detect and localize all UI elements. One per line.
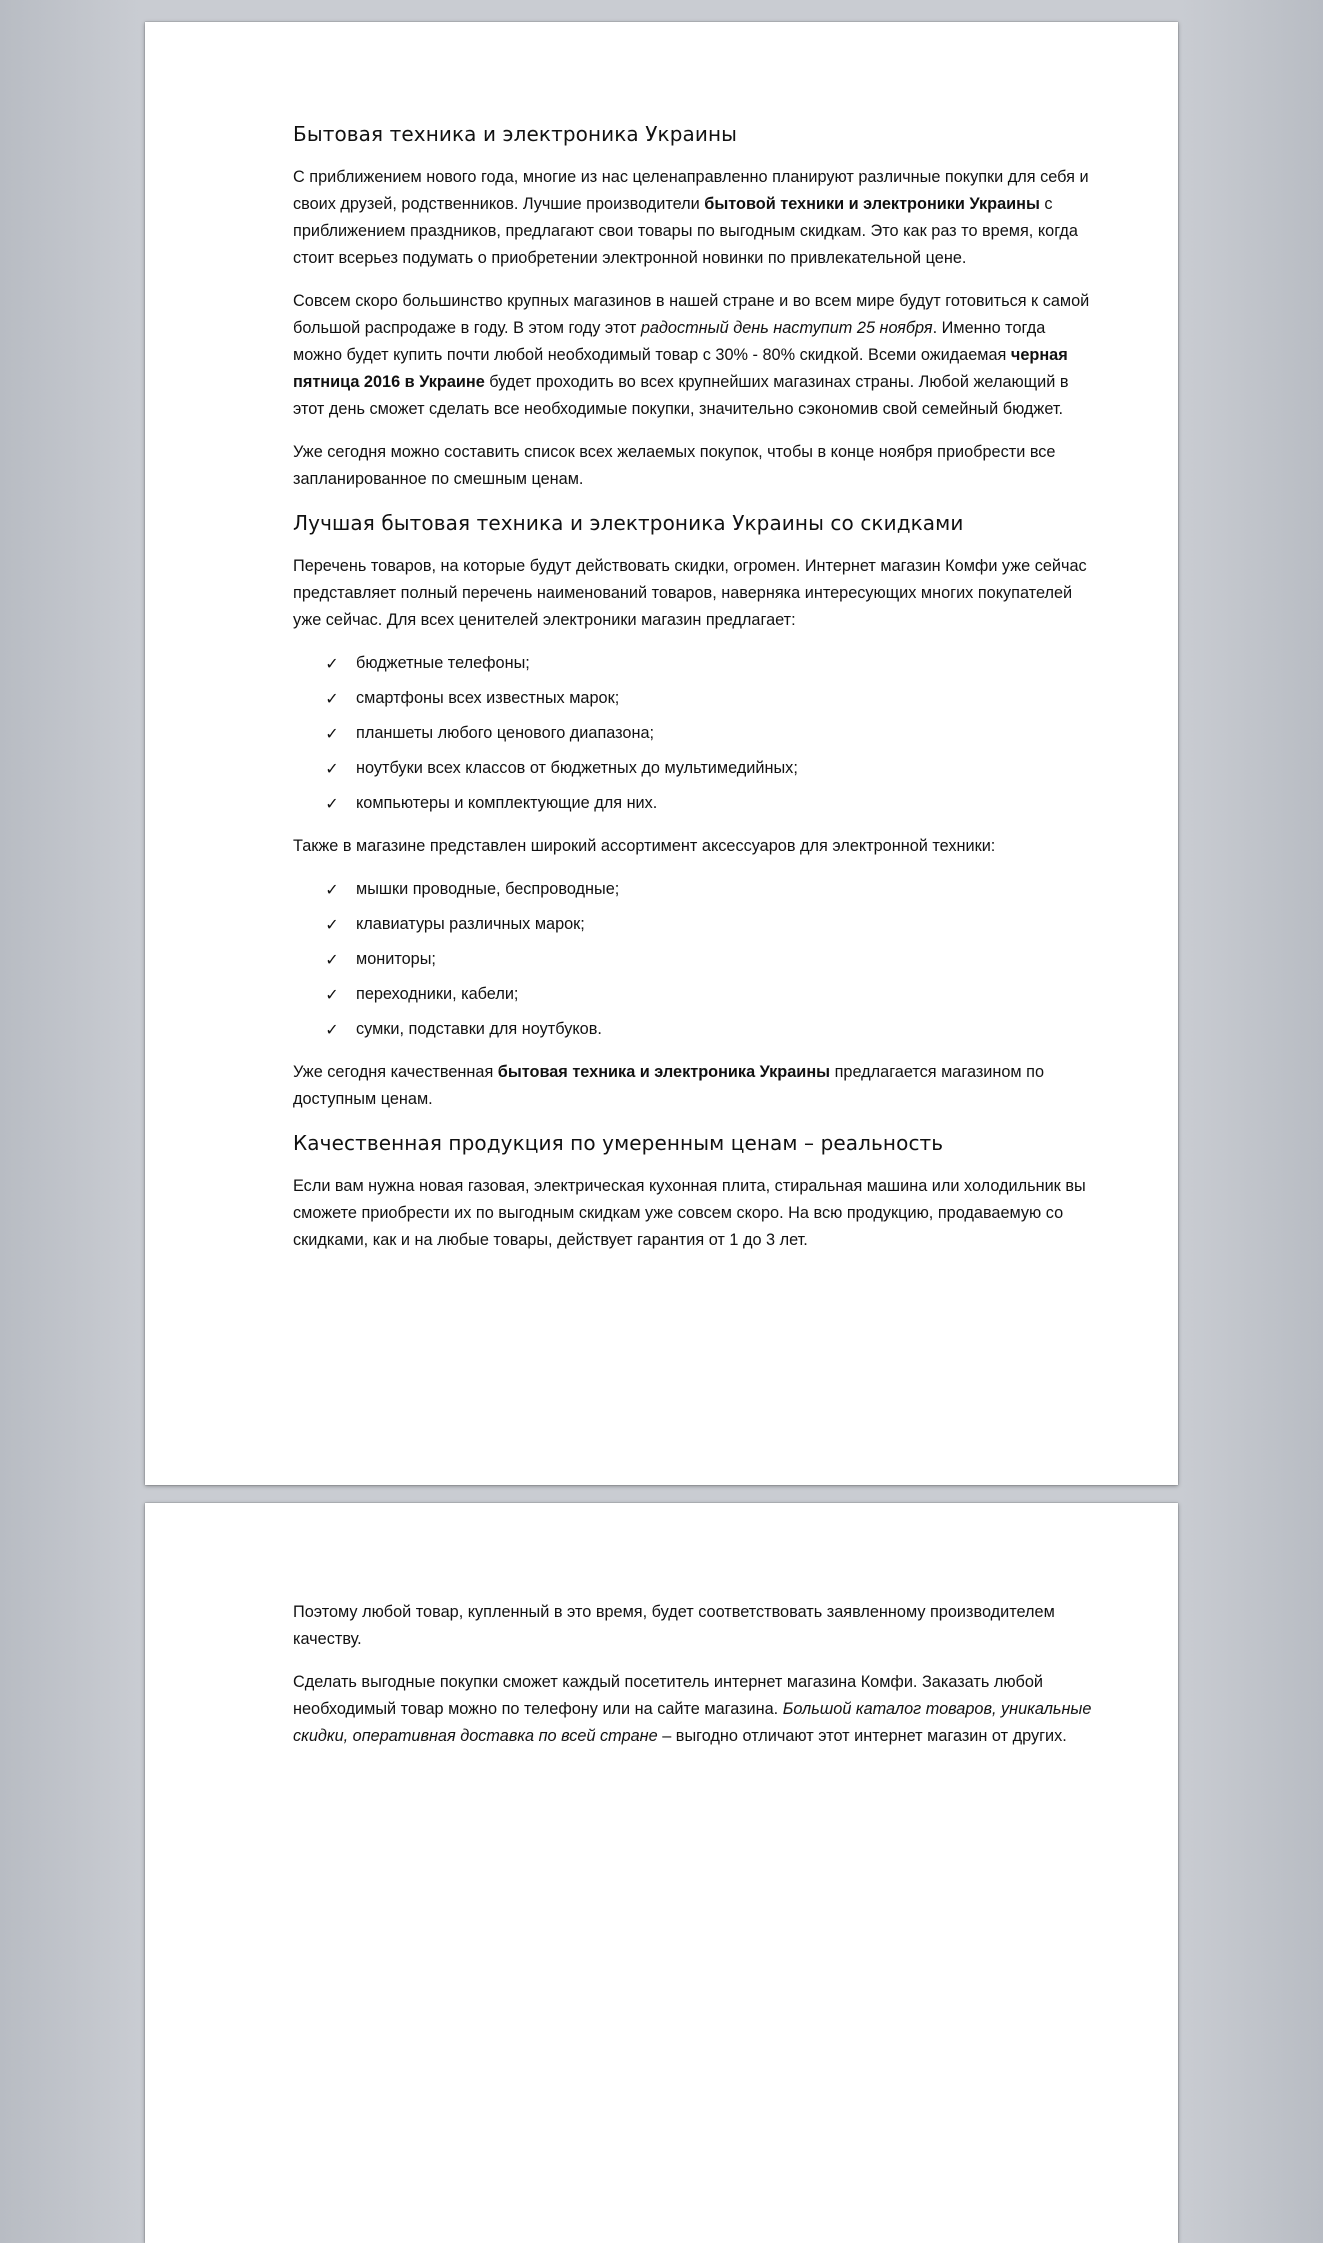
text-run: Сделать выгодные покупки сможет каждый посетитель интернет магазина Комфи. Заказать любой необходимый товар можно по телефону или на сайте магазина. [293,1673,1044,1718]
list-item [293,946,1093,973]
list-item [293,685,1093,712]
list-item [293,981,1093,1008]
paragraph-black-friday [293,288,1093,423]
list-item-text: ноутбуки всех классов от бюджетных до мультимедийных; [356,759,798,777]
list-item-text: смартфоны всех известных марок; [356,689,620,707]
list-item [293,790,1093,817]
list-item [293,755,1093,782]
accessories-list [293,876,1093,1043]
text-run: будет проходить во всех крупнейших магазинах страны. Любой желающий в этот день сможет сделать все необходимые покупки, значительно сэкономив свой семейный бюджет. [293,373,1069,418]
paragraph-accessories-intro: Также в магазине представлен широкий ассортимент аксессуаров для электронной техники: [293,837,996,855]
paragraph-quality-appliances [293,1059,1093,1113]
list-item [293,876,1093,903]
list-item [293,720,1093,747]
text-run: С приближением нового года, многие из нас целенаправленно планируют различные покупки для себя и своих друзей, родственников. Лучшие производители [293,168,1089,213]
checkmark-icon: ✓ [325,985,339,1004]
heading-quality-products: Качественная продукция по умеренным ценам – реальность [293,1131,944,1155]
checkmark-icon: ✓ [325,880,339,899]
page-1-content [293,120,1093,1270]
paragraph-quality-match: Поэтому любой товар, купленный в это время, будет соответствовать заявленному производителем качеству. [293,1603,1055,1648]
checkmark-icon: ✓ [325,950,339,969]
checkmark-icon: ✓ [325,689,339,708]
paragraph-shopping-list: Уже сегодня можно составить список всех желаемых покупок, чтобы в конце ноября приобрести все запланированное по смешным ценам. [293,443,1056,488]
checkmark-icon: ✓ [325,654,339,673]
document-page-1 [145,22,1178,1485]
text-run: Совсем скоро большинство крупных магазинов в нашей стране и во всем мире будут готовиться к самой большой распродаже в году. В этом году этот [293,292,1090,337]
text-run: – выгодно отличают этот интернет магазин от других. [657,1727,1067,1745]
list-item [293,911,1093,938]
electronics-list [293,650,1093,817]
heading-appliances-ukraine: Бытовая техника и электроника Украины [293,122,738,146]
list-item-text: мониторы; [356,950,436,968]
text-run: с приближением праздников, предлагают свои товары по выгодным скидкам. Это как раз то время, когда стоит всерьез подумать о приобретении электронной новинки по привлекательной цене. [293,195,1078,267]
italic-highlights: Большой каталог товаров, уникальные скидки, оперативная доставка по всей стране [293,1700,1092,1745]
text-run: Уже сегодня качественная [293,1063,498,1081]
paragraph-intro [293,164,1093,272]
checkmark-icon: ✓ [325,1020,339,1039]
paragraph-warranty: Если вам нужна новая газовая, электрическая кухонная плита, стиральная машина или холодильник вы сможете приобрести их по выгодным скидкам уже совсем скоро. На всю продукцию, продаваемую со скидками, как и на любые товары, действует гарантия от 1 до 3 лет. [293,1177,1086,1249]
checkmark-icon: ✓ [325,794,339,813]
list-item-text: планшеты любого ценового диапазона; [356,724,655,742]
list-item-text: компьютеры и комплектующие для них. [356,794,658,812]
checkmark-icon: ✓ [325,915,339,934]
text-run: . Именно тогда можно будет купить почти любой необходимый товар с 30% - 80% скидкой. Всеми ожидаемая [293,319,1046,364]
list-item-text: сумки, подставки для ноутбуков. [356,1020,602,1038]
paragraph-product-list-intro: Перечень товаров, на которые будут действовать скидки, огромен. Интернет магазин Комфи уже сейчас представляет полный перечень наименований товаров, наверняка интересующих многих покупателей уже сейчас. Для всех ценителей электроники магазин предлагает: [293,557,1087,629]
list-item [293,1016,1093,1043]
bold-keyword: бытовой техники и электроники Украины [704,195,1040,213]
list-item-text: бюджетные телефоны; [356,654,530,672]
bold-keyword: черная пятница 2016 в Украине [293,346,1068,391]
document-page-2 [145,1503,1178,2243]
text-run: предлагается магазином по доступным ценам. [293,1063,1045,1108]
list-item-text: мышки проводные, беспроводные; [356,880,620,898]
list-item-text: переходники, кабели; [356,985,519,1003]
checkmark-icon: ✓ [325,724,339,743]
list-item-text: клавиатуры различных марок; [356,915,585,933]
list-item [293,650,1093,677]
page-2-content [293,1599,1093,1766]
heading-best-appliances-discounts: Лучшая бытовая техника и электроника Украины со скидками [293,511,964,535]
bold-keyword: бытовая техника и электроника Украины [497,1063,831,1081]
checkmark-icon: ✓ [325,759,339,778]
paragraph-comfy-store [293,1669,1093,1750]
italic-date: радостный день наступит 25 ноября [640,319,933,337]
